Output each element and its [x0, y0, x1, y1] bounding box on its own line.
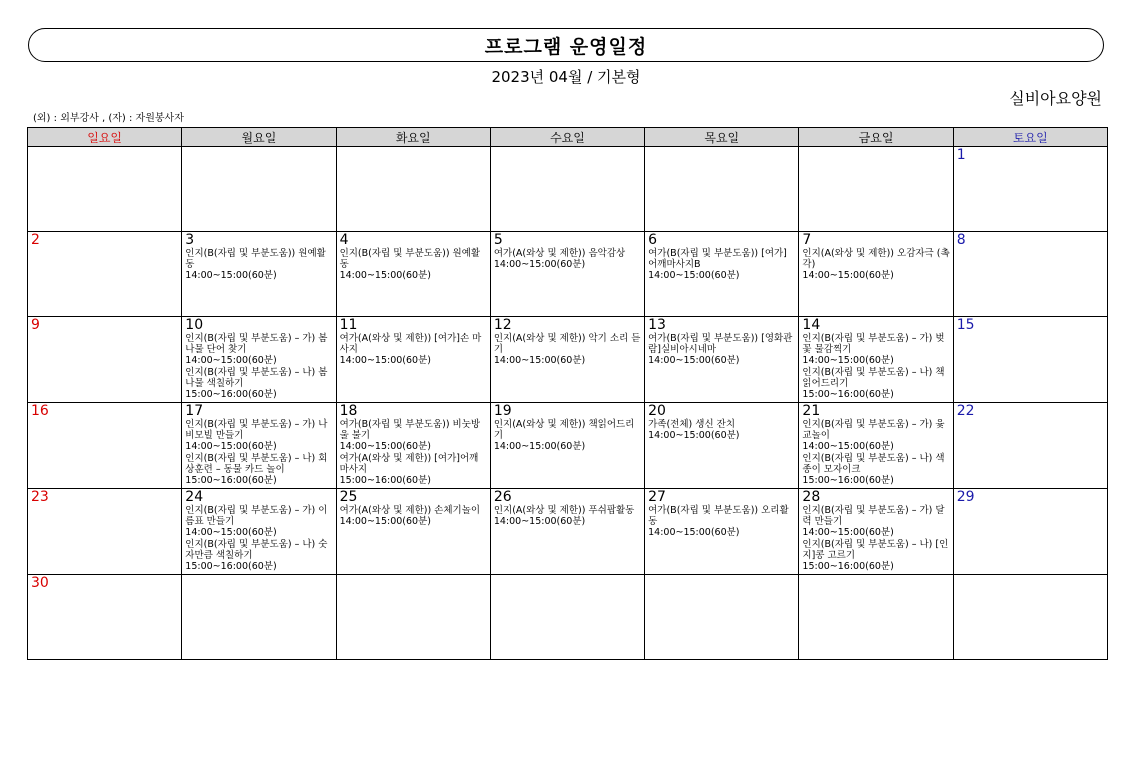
day-cell	[799, 147, 953, 232]
event-time: 14:00~15:00(60분)	[339, 441, 431, 452]
day-cell	[953, 575, 1107, 660]
event-title: 인지(B(자립 및 부분도움) – 나) 봄나물 색칠하기	[185, 367, 328, 389]
day-number: 1	[956, 147, 966, 163]
day-number: 10	[185, 317, 204, 333]
page-subtitle: 2023년 04월 / 기본형	[491, 68, 641, 86]
event-time: 15:00~16:00(60분)	[802, 389, 894, 400]
event-title: 인지(B(자립 및 부분도움) – 가) 달력 만들기	[802, 505, 945, 527]
calendar-body	[28, 147, 1108, 660]
event-title: 여가(A(와상 및 제한)) 손체기놀이	[339, 505, 481, 516]
event-time: 14:00~15:00(60분)	[802, 527, 894, 538]
day-cell	[28, 575, 182, 660]
week-row	[28, 232, 1108, 317]
weekday-header: 수요일	[490, 128, 644, 147]
event-title: 인지(B(자립 및 부분도움)) 원예활동	[185, 248, 326, 270]
day-cell	[28, 317, 182, 403]
event-time: 15:00~16:00(60분)	[802, 561, 894, 572]
event-time: 14:00~15:00(60분)	[802, 270, 894, 281]
weekday-header: 월요일	[182, 128, 336, 147]
day-cell	[182, 317, 336, 403]
day-number: 22	[956, 403, 975, 419]
page-title-text: 프로그램 운영일정	[484, 35, 648, 58]
event-time: 14:00~15:00(60분)	[185, 355, 277, 366]
event-time: 14:00~15:00(60분)	[493, 441, 586, 452]
event-time: 14:00~15:00(60분)	[648, 270, 740, 281]
event-title: 인지(A(와상 및 제한)) 오감자극 (촉각)	[802, 248, 950, 270]
day-cell	[490, 232, 644, 317]
event-time: 14:00~15:00(60분)	[339, 270, 431, 281]
legend-text: (외) : 외부강사 , (자) : 자원봉사자	[33, 113, 184, 124]
event-title: 여가(A(와상 및 제한)) 음악감상	[493, 248, 626, 259]
event-title: 인지(B(자립 및 부분도움) – 가) 윷교놀이	[802, 419, 945, 441]
event-time: 14:00~15:00(60분)	[493, 516, 586, 527]
day-cell	[336, 489, 490, 575]
event-title: 여가(B(자립 및 부분도움)) 오리활동	[648, 505, 789, 527]
event-time: 15:00~16:00(60분)	[339, 475, 431, 486]
week-row	[28, 317, 1108, 403]
day-number: 3	[185, 232, 195, 248]
day-cell	[336, 147, 490, 232]
week-row	[28, 489, 1108, 575]
day-number: 26	[493, 489, 512, 505]
event-title: 인지(B(자립 및 부분도움) – 나) 색종이 모자이크	[802, 453, 945, 475]
day-cell	[490, 489, 644, 575]
event-title: 여가(B(자립 및 부분도움)) [영화관람]실비아시네마	[648, 333, 793, 355]
day-cell	[490, 575, 644, 660]
event-time: 14:00~15:00(60분)	[648, 355, 740, 366]
day-number: 28	[802, 489, 821, 505]
event-time: 15:00~16:00(60분)	[185, 389, 277, 400]
event-title: 인지(B(자립 및 부분도움)) 원예활동	[339, 248, 481, 270]
day-cell	[28, 489, 182, 575]
day-cell	[490, 147, 644, 232]
event-title: 가족(전체) 생신 잔치	[648, 419, 735, 430]
day-number: 11	[339, 317, 358, 333]
event-title: 인지(B(자립 및 부분도움) – 나) [인지]콩 고르기	[802, 539, 949, 561]
day-number: 20	[648, 403, 666, 419]
day-number: 23	[31, 489, 49, 505]
event-title: 인지(B(자립 및 부분도움) – 나) 회상훈련 – 동물 카드 놀이	[185, 453, 328, 475]
week-row	[28, 575, 1108, 660]
day-cell	[799, 403, 953, 489]
day-cell	[953, 147, 1107, 232]
day-cell	[182, 403, 336, 489]
day-cell	[645, 317, 799, 403]
day-cell	[645, 403, 799, 489]
day-number: 8	[956, 232, 966, 248]
day-number: 2	[31, 232, 40, 248]
day-cell	[28, 403, 182, 489]
event-title: 인지(B(자립 및 부분도움) – 가) 이름표 만들기	[185, 505, 328, 527]
weekday-header: 화요일	[336, 128, 490, 147]
event-title: 여가(A(와상 및 제한)) [여가]어깨 마사지	[339, 453, 479, 475]
event-time: 14:00~15:00(60분)	[185, 441, 277, 452]
event-title: 여가(B(자립 및 부분도움)) [여가] 어깨마사지B	[648, 248, 787, 270]
day-number: 16	[31, 403, 49, 419]
event-time: 14:00~15:00(60분)	[648, 430, 740, 441]
day-number: 24	[185, 489, 204, 505]
event-title: 여가(A(와상 및 제한)) [여가]손 마사지	[339, 333, 482, 355]
weekday-header-row	[28, 128, 1108, 147]
day-number: 25	[339, 489, 358, 505]
day-cell	[799, 489, 953, 575]
day-number: 9	[31, 317, 40, 333]
day-cell	[336, 575, 490, 660]
day-cell	[645, 575, 799, 660]
event-time: 14:00~15:00(60분)	[339, 355, 431, 366]
day-number: 5	[493, 232, 503, 248]
calendar-table	[27, 127, 1108, 660]
day-cell	[336, 317, 490, 403]
day-cell	[645, 489, 799, 575]
organization-name: 실비아요양원	[1009, 89, 1102, 108]
day-number: 6	[648, 232, 658, 248]
day-cell	[953, 489, 1107, 575]
event-time: 14:00~15:00(60분)	[802, 441, 894, 452]
day-cell	[645, 232, 799, 317]
day-cell	[490, 403, 644, 489]
event-title: 인지(B(자립 및 부분도움) – 가) 나비모빌 만들기	[185, 419, 328, 441]
week-row	[28, 403, 1108, 489]
day-number: 29	[956, 489, 975, 505]
day-number: 21	[802, 403, 821, 419]
weekday-header: 토요일	[953, 128, 1107, 147]
event-time: 14:00~15:00(60분)	[339, 516, 431, 527]
day-cell	[799, 575, 953, 660]
weekday-header: 금요일	[799, 128, 953, 147]
day-cell	[182, 232, 336, 317]
day-number: 19	[493, 403, 512, 419]
event-title: 인지(B(자립 및 부분도움) – 나) 책읽어드리기	[802, 367, 945, 389]
day-number: 27	[648, 489, 666, 505]
day-number: 13	[648, 317, 666, 333]
event-title: 인지(A(와상 및 제한)) 푸쉬팝활동	[493, 505, 635, 516]
day-cell	[799, 232, 953, 317]
event-time: 15:00~16:00(60분)	[185, 561, 277, 572]
event-time: 14:00~15:00(60분)	[185, 270, 277, 281]
day-number: 12	[493, 317, 512, 333]
day-cell	[490, 317, 644, 403]
day-cell	[953, 232, 1107, 317]
day-cell	[645, 147, 799, 232]
day-cell	[28, 147, 182, 232]
day-number: 7	[802, 232, 812, 248]
event-time: 14:00~15:00(60분)	[648, 527, 740, 538]
weekday-header: 일요일	[28, 128, 182, 147]
day-cell	[336, 403, 490, 489]
day-cell	[182, 147, 336, 232]
week-row	[28, 147, 1108, 232]
day-number: 15	[956, 317, 975, 333]
event-title: 인지(B(자립 및 부분도움) – 나) 숫자만큼 색칠하기	[185, 539, 328, 561]
day-cell	[799, 317, 953, 403]
event-title: 인지(A(와상 및 제한)) 책읽어드리기	[493, 419, 635, 441]
day-cell	[28, 232, 182, 317]
event-title: 인지(A(와상 및 제한)) 악기 소리 듣기	[493, 333, 641, 355]
day-number: 18	[339, 403, 358, 419]
event-title: 여가(B(자립 및 부분도움)) 비눗방울 불기	[339, 419, 481, 441]
event-time: 14:00~15:00(60분)	[493, 355, 586, 366]
day-cell	[953, 403, 1107, 489]
event-time: 15:00~16:00(60분)	[802, 475, 894, 486]
event-time: 15:00~16:00(60분)	[185, 475, 277, 486]
event-time: 14:00~15:00(60분)	[802, 355, 894, 366]
day-number: 30	[31, 575, 49, 591]
day-number: 4	[339, 232, 349, 248]
event-title: 인지(B(자립 및 부분도움) – 가) 벚꽃 물감찍기	[802, 333, 945, 355]
day-number: 14	[802, 317, 821, 333]
event-time: 14:00~15:00(60분)	[185, 527, 277, 538]
event-time: 14:00~15:00(60분)	[493, 259, 586, 270]
day-cell	[182, 489, 336, 575]
weekday-header: 목요일	[645, 128, 799, 147]
day-number: 17	[185, 403, 204, 419]
day-cell	[953, 317, 1107, 403]
day-cell	[336, 232, 490, 317]
day-cell	[182, 575, 336, 660]
event-title: 인지(B(자립 및 부분도움) – 가) 봄나물 단어 찾기	[185, 333, 328, 355]
page-title	[28, 28, 1104, 62]
